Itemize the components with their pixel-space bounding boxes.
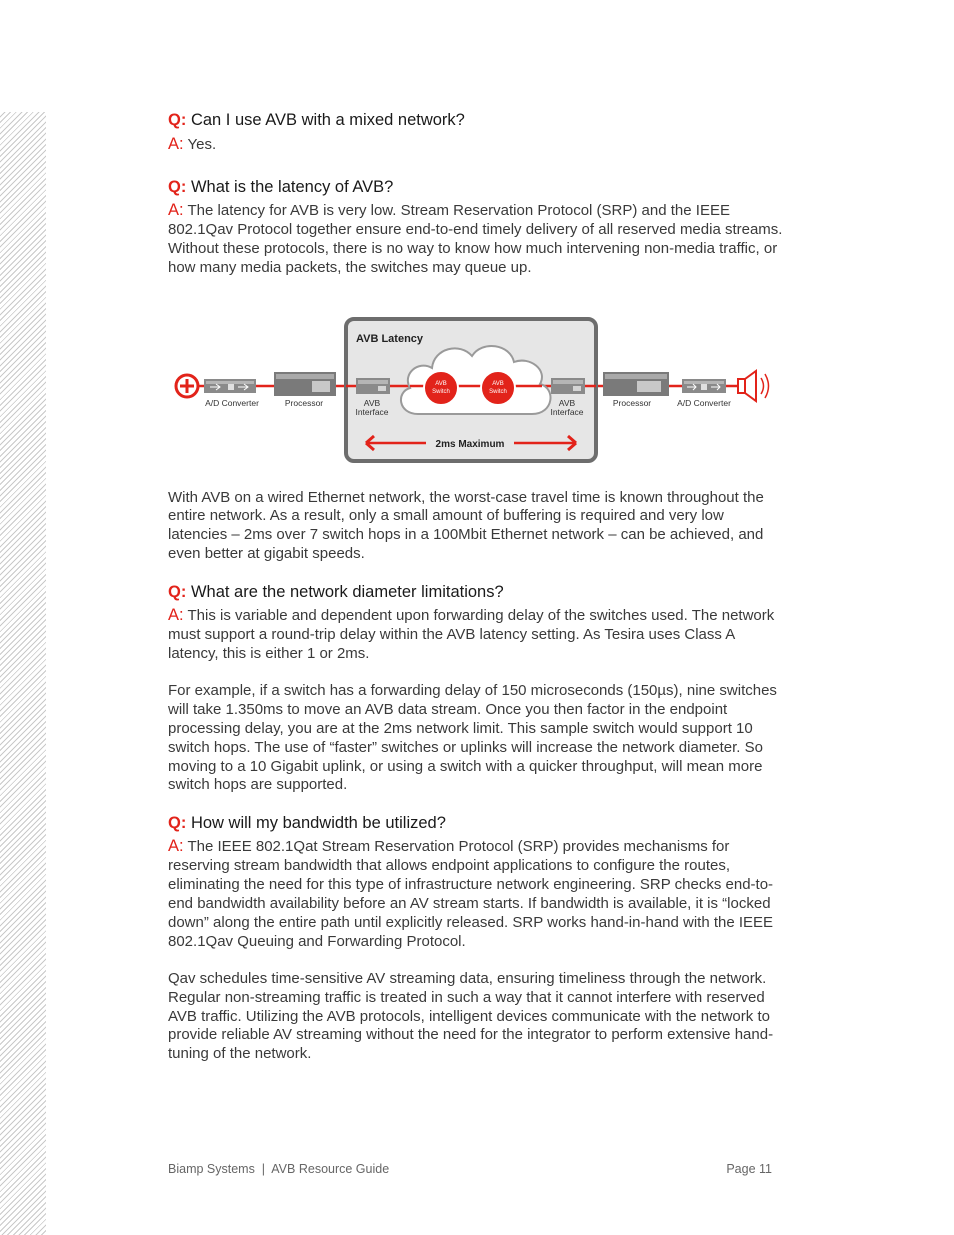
avb-latency-diagram: [170, 316, 780, 466]
avb-interface-right-label: AVB: [558, 398, 576, 408]
maximum-label: 2ms Maximum: [435, 439, 505, 450]
avb-interface-left-label: Interface: [355, 407, 389, 417]
question-1: [168, 108, 786, 132]
processor-right-icon: [603, 372, 669, 396]
answer-text: This is variable and dependent upon forwarding delay of the switches used. The network must support a round-trip delay within the AVB latency setting. As Tesira uses Class A latency, this is either 1 or 2ms.: [168, 607, 775, 662]
question-text: What is the latency of AVB?: [190, 177, 394, 196]
processor-left-icon: [274, 372, 336, 396]
avb-interface-left-icon: [356, 378, 390, 394]
avb-interface-left-label: AVB: [363, 398, 381, 408]
ad-converter-right-label: A/D Converter: [677, 398, 731, 408]
speaker-icon: [738, 371, 769, 401]
ad-converter-right-icon: [682, 379, 726, 393]
audio-input-icon: [176, 375, 198, 397]
answer-text: Yes.: [187, 136, 217, 153]
avb-switch-1-label: Switch: [432, 389, 450, 395]
question-text: What are the network diameter limitations?: [190, 583, 504, 602]
paragraph-example: For example, if a switch has a forwarding delay of 150 microseconds (150µs), nine switches will take 1.350ms to move an AVB data stream. Once you then factor in the endpoint processing delay, you are at the 2ms network limit. This sample switch would support 10 switch hops. The use of “faster” switches or uplinks will increase the network diameter. So moving to a 10 Gigabit uplink, or using a switch with a quicker throughput, will mean more switch hops are supported.: [168, 681, 777, 794]
paragraph-qav: Qav schedules time-sensitive AV streaming data, ensuring timeliness through the network. Regular non-streaming traffic is treated in such a way that it cannot interfere with reserved AVB traffic. Utilizing the AVB protocols, intelligent devices communicate with the network to provide reliable AV streaming without the need for the integrator to perform extensive hand-tuning of the network.: [168, 969, 774, 1063]
question-3: [168, 580, 786, 604]
answer-label: A:: [168, 837, 184, 856]
footer-page-number: Page 11: [726, 1162, 772, 1176]
diagram-title: AVB Latency: [356, 333, 424, 345]
avb-switch-2-label: AVB: [492, 381, 504, 387]
footer-document-title: Biamp Systems | AVB Resource Guide: [168, 1162, 390, 1176]
faq-content: [168, 108, 786, 1064]
question-4: [168, 811, 786, 835]
paragraph-latency: With AVB on a wired Ethernet network, the worst-case travel time is known throughout the entire network. As a result, only a small amount of buffering is required and very low latencies – 2ms over 7 switch hops in a 100Mbit Ethernet network – can be achieved, and even better at gigabit speeds.: [168, 488, 764, 563]
question-text: How will my bandwidth be utilized?: [190, 814, 446, 833]
answer-text: The latency for AVB is very low. Stream Reservation Protocol (SRP) and the IEEE 802.1Qav Protocol together ensure end-to-end timely delivery of all reserved media streams. Without these protocols, there is no way to know how much intervening non-media traffic, or how many media packets, the switches may queue up.: [168, 201, 783, 276]
decorative-stripe: [0, 112, 46, 1235]
question-2: [168, 175, 786, 199]
question-label: Q:: [168, 177, 187, 196]
question-label: Q:: [168, 814, 187, 833]
processor-right-label: Processor: [612, 398, 652, 408]
avb-interface-right-label: Interface: [550, 407, 584, 417]
processor-left-label: Processor: [284, 398, 324, 408]
answer-1: [168, 135, 786, 155]
ad-converter-left-icon: [204, 379, 256, 393]
answer-label: A:: [168, 200, 184, 219]
answer-text: The IEEE 802.1Qat Stream Reservation Protocol (SRP) provides mechanisms for reserving stream bandwidth that allows endpoint applications to configure the routes, eliminating the need for this type of infrastructure network engineering. SRP checks end-to-end bandwidth availability before an AV stream starts. If bandwidth is available, it is “locked down” along the entire path until explicitly released. SRP works hand-in-hand with the IEEE 802.1Qav Queuing and Forwarding Protocol.: [168, 838, 774, 950]
question-text: Can I use AVB with a mixed network?: [190, 111, 465, 129]
answer-2: [168, 201, 786, 278]
question-label: Q:: [168, 111, 187, 129]
avb-switch-1-icon: [424, 371, 458, 405]
avb-switch-2-icon: [481, 371, 515, 405]
avb-interface-right-icon: [551, 378, 585, 394]
ad-converter-left-label: A/D Converter: [205, 398, 259, 408]
avb-switch-2-label: Switch: [489, 389, 507, 395]
answer-label: A:: [168, 135, 184, 153]
question-label: Q:: [168, 583, 187, 602]
avb-switch-1-label: AVB: [435, 381, 447, 387]
answer-4: [168, 837, 786, 951]
answer-3: [168, 606, 786, 664]
answer-label: A:: [168, 606, 184, 625]
